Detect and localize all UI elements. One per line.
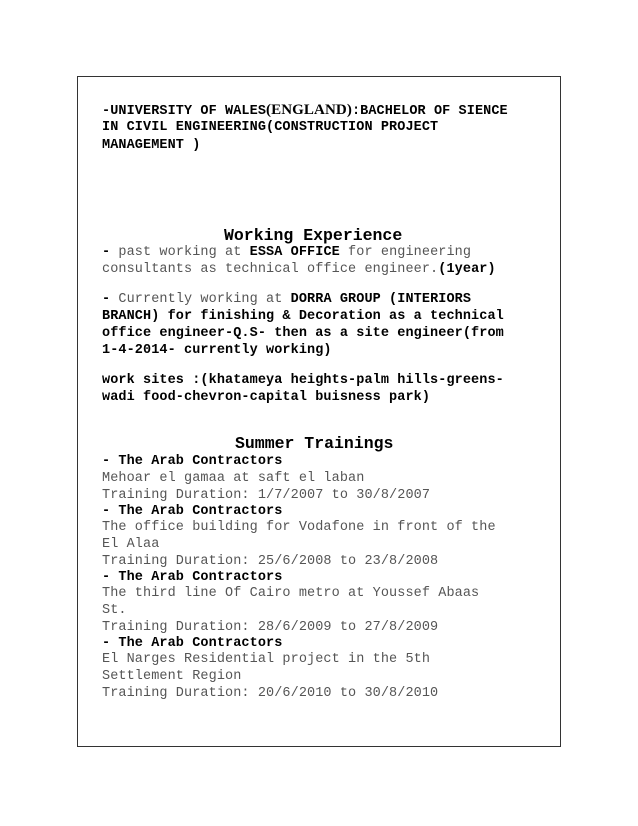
training-2-duration: Training Duration: 25/6/2008 to 23/8/2008 <box>102 554 439 569</box>
experience-item-2-line-3: office engineer-Q.S- then as a site engineer(from <box>102 326 504 341</box>
training-4-project-line-1: El Narges Residential project in the 5th <box>102 652 431 667</box>
training-1-company: - The Arab Contractors <box>102 454 283 469</box>
work-sites-line-1: work sites :(khatameya heights-palm hills-greens- <box>102 373 504 388</box>
training-3-project-line-2: St. <box>102 603 127 618</box>
working-experience-heading: Working Experience <box>224 226 403 245</box>
education-line-2: IN CIVIL ENGINEERING(CONSTRUCTION PROJECT <box>102 120 439 135</box>
training-2-project-line-2: El Alaa <box>102 537 160 552</box>
training-1-duration: Training Duration: 1/7/2007 to 30/8/2007 <box>102 488 431 503</box>
experience-item-2-line-2: BRANCH) for finishing & Decoration as a technical <box>102 309 504 324</box>
work-sites-line-2: wadi food-chevron-capital buisness park) <box>102 390 431 405</box>
training-1-project: Mehoar el gamaa at saft el laban <box>102 471 365 486</box>
experience-item-2-line-4: 1-4-2014- currently working) <box>102 343 332 358</box>
summer-trainings-heading: Summer Trainings <box>235 434 394 453</box>
education-line-3: MANAGEMENT ) <box>102 138 201 153</box>
training-3-duration: Training Duration: 28/6/2009 to 27/8/2009 <box>102 620 439 635</box>
training-2-project-line-1: The office building for Vodafone in front of the <box>102 520 496 535</box>
training-4-duration: Training Duration: 20/6/2010 to 30/8/2010 <box>102 686 439 701</box>
training-3-project-line-1: The third line Of Cairo metro at Youssef Abaas <box>102 586 480 601</box>
training-4-project-line-2: Settlement Region <box>102 669 242 684</box>
training-4-company: - The Arab Contractors <box>102 636 283 651</box>
training-2-company: - The Arab Contractors <box>102 504 283 519</box>
education-line-1: -UNIVERSITY OF WALES(ENGLAND):BACHELOR OF SIENCE <box>102 102 508 119</box>
training-3-company: - The Arab Contractors <box>102 570 283 585</box>
experience-item-1-line-1: - past working at ESSA OFFICE for engineering <box>102 245 472 260</box>
experience-item-1-line-2: consultants as technical office engineer.(1year) <box>102 262 496 277</box>
experience-item-2-line-1: - Currently working at DORRA GROUP (INTERIORS <box>102 292 472 307</box>
